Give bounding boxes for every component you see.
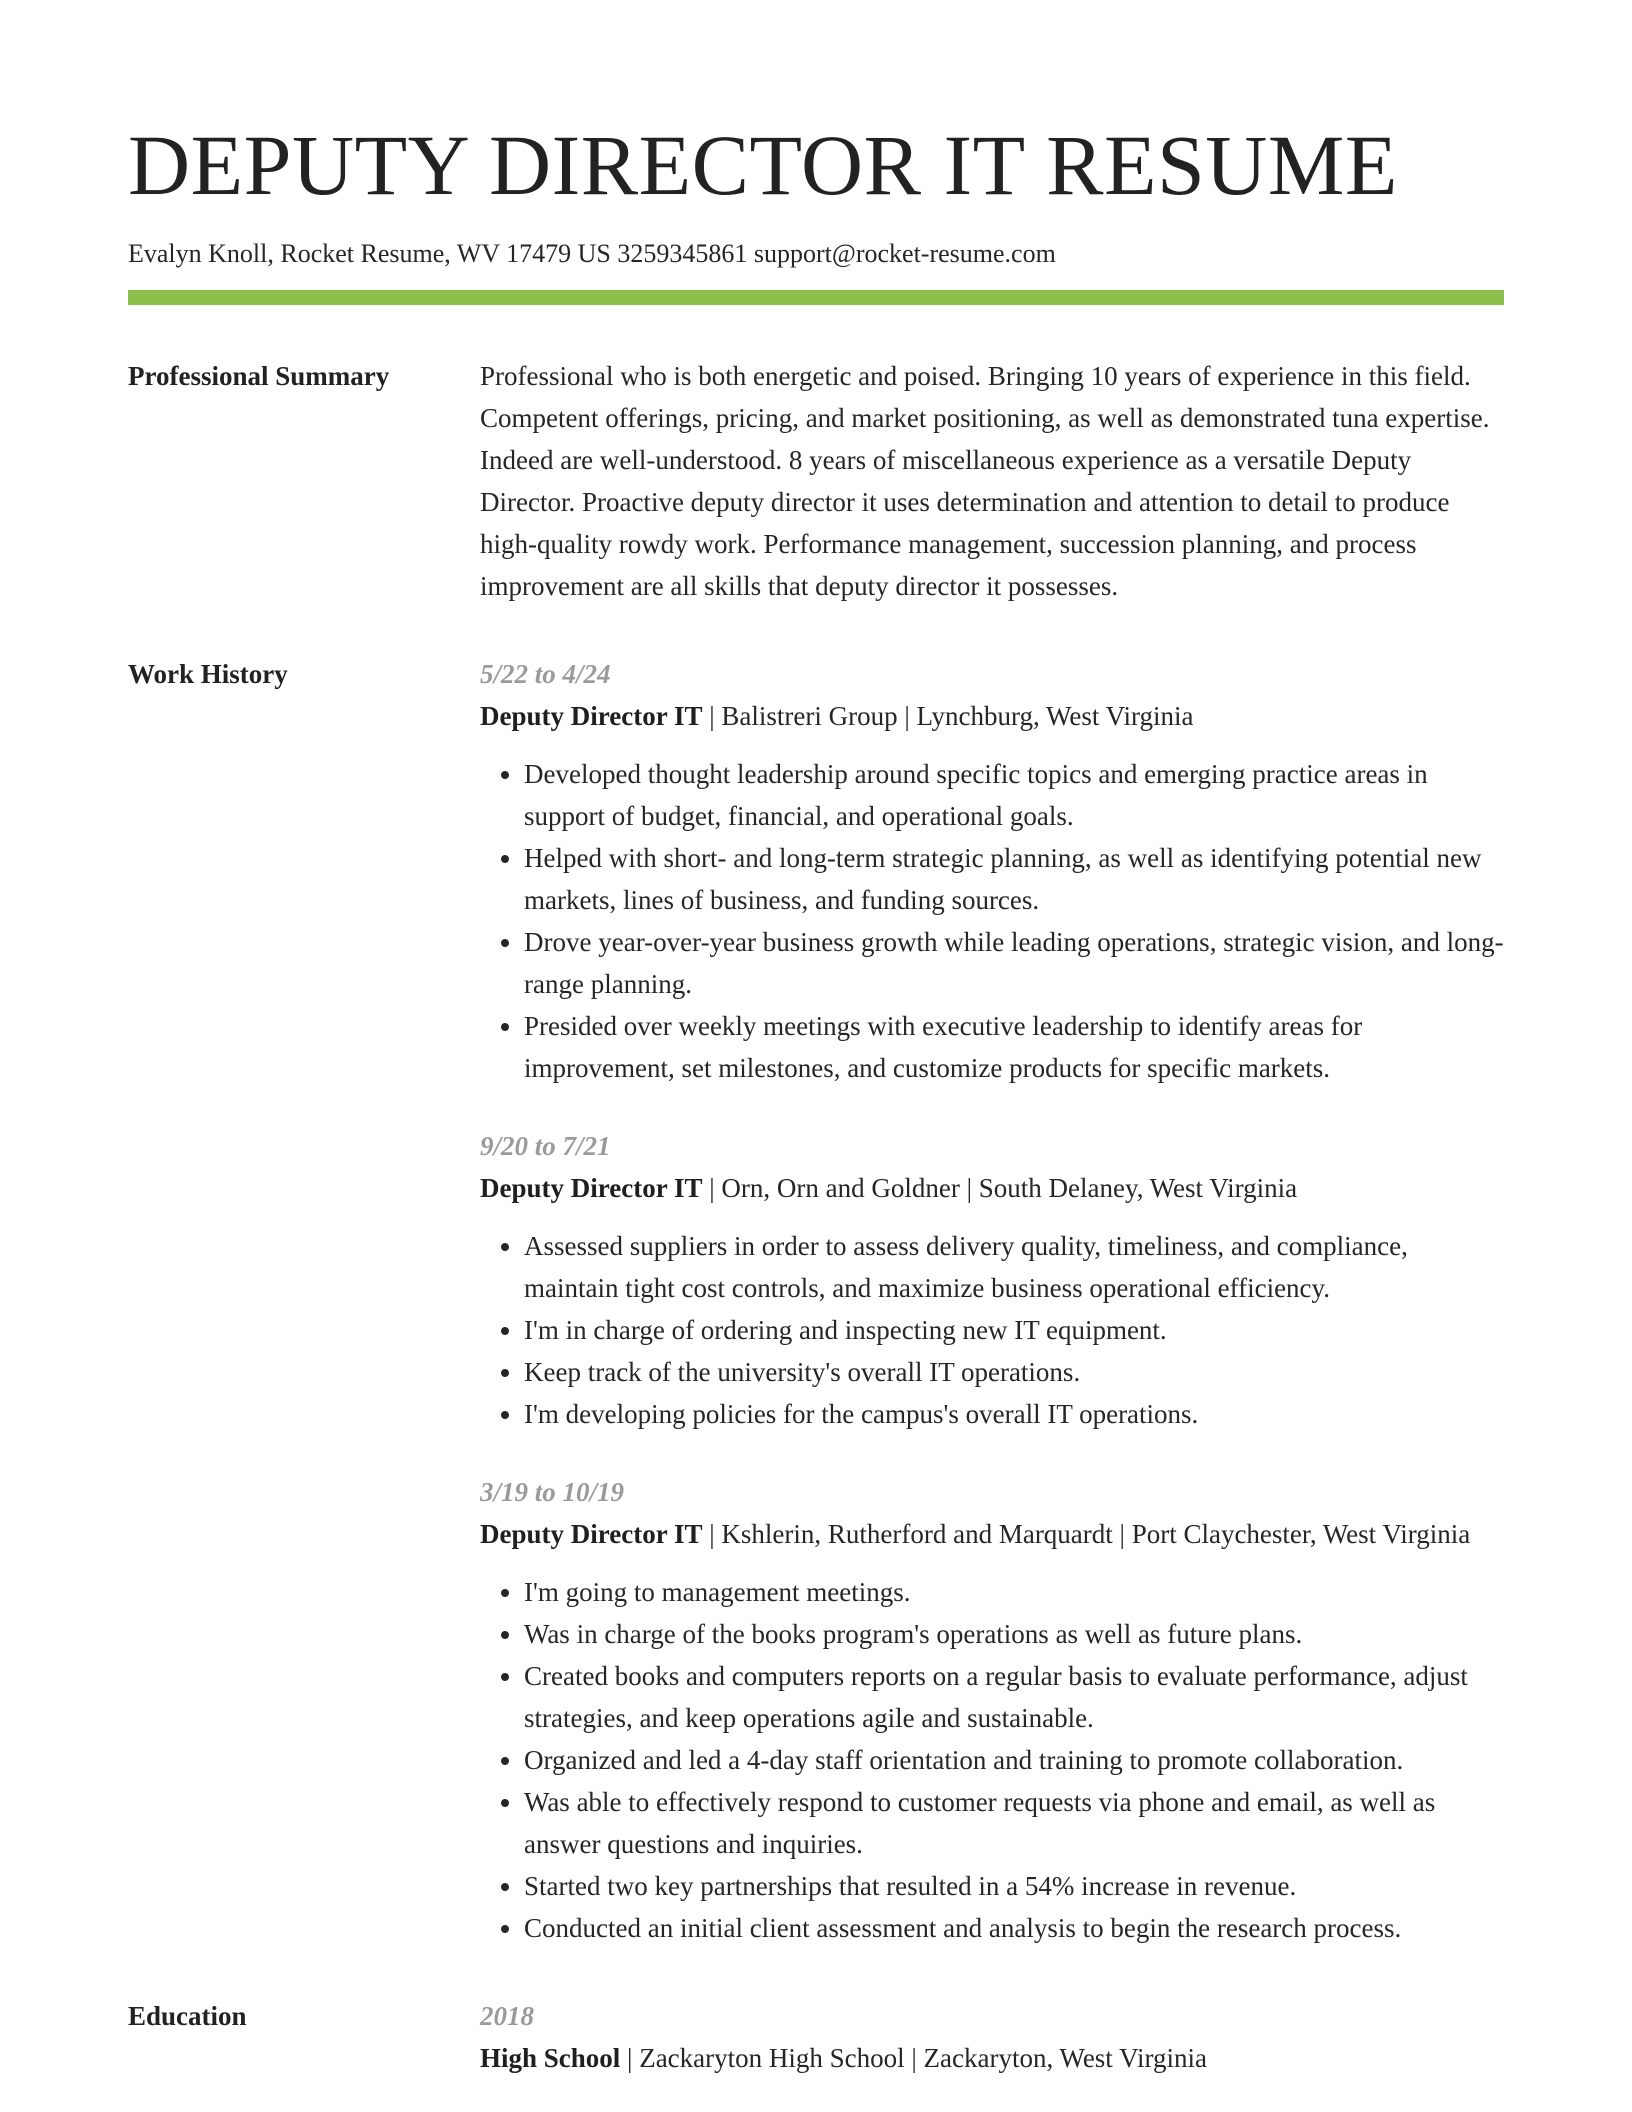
job-title: Deputy Director IT	[480, 1519, 703, 1550]
job-role-line	[480, 1167, 1504, 1209]
job-bullet: • Created books and computers reports on a regular basis to evaluate performance, adjust strategies, and keep operations agile and sustainable.	[524, 1655, 1504, 1739]
job-dates: 3/19 to 10/19	[480, 1477, 625, 1508]
job-bullet: • Presided over weekly meetings with executive leadership to identify areas for improvement, set milestones, and customize products for specific markets.	[524, 1005, 1504, 1089]
education-degree: High School	[480, 2043, 621, 2074]
job-bullet: • Was in charge of the books program's operations as well as future plans.	[524, 1613, 1504, 1655]
job-bullet: • Helped with short- and long-term strategic planning, as well as identifying potential new markets, lines of business, and funding sources.	[524, 837, 1504, 921]
work-history-section-body	[480, 653, 1504, 1949]
job-dates: 5/22 to 4/24	[480, 659, 611, 690]
education-line	[480, 2037, 1504, 2079]
education-school-location: | Zackaryton High School | Zackaryton, West Virginia	[620, 2043, 1207, 2074]
job-bullet: • Organized and led a 4-day staff orientation and training to promote collaboration.	[524, 1739, 1504, 1781]
job-company-location: | Balistreri Group | Lynchburg, West Virginia	[702, 701, 1194, 732]
job-bullet: • I'm in charge of ordering and inspecting new IT equipment.	[524, 1309, 1504, 1351]
education-section-body	[480, 1995, 1504, 2079]
job-bullet: • Assessed suppliers in order to assess delivery quality, timeliness, and compliance, maintain tight cost controls, and maximize business operational efficiency.	[524, 1225, 1504, 1309]
job-bullet: • Started two key partnerships that resulted in a 54% increase in revenue.	[524, 1865, 1504, 1907]
work-history-section	[128, 653, 1504, 1949]
education-entry	[480, 1995, 1504, 2079]
summary-section-label: Professional Summary	[128, 361, 390, 392]
job-bullet-list	[480, 1571, 1504, 1949]
job-company-location: | Orn, Orn and Goldner | South Delaney, West Virginia	[702, 1173, 1298, 1204]
resume-title: DEPUTY DIRECTOR IT RESUME	[128, 117, 1398, 213]
job-bullet: • I'm developing policies for the campus's overall IT operations.	[524, 1393, 1504, 1435]
education-section-label: Education	[128, 2001, 247, 2032]
contact-line: Evalyn Knoll, Rocket Resume, WV 17479 US 3259345861 support@rocket-resume.com	[128, 238, 1056, 268]
resume-page	[128, 118, 1504, 2079]
job-entry	[480, 653, 1504, 1089]
job-title: Deputy Director IT	[480, 1173, 703, 1204]
job-bullet-list	[480, 753, 1504, 1089]
summary-section-body	[480, 355, 1504, 607]
job-bullet: • Keep track of the university's overall IT operations.	[524, 1351, 1504, 1393]
education-year: 2018	[480, 2001, 534, 2032]
job-role-line	[480, 695, 1504, 737]
job-title: Deputy Director IT	[480, 701, 703, 732]
summary-text: Professional who is both energetic and poised. Bringing 10 years of experience in this field. Competent offerings, pricing, and market positioning, as well as demonstrated tuna expertise. Indeed are well-understood. 8 years of miscellaneous experience as a versatile Deputy Director. Proactive deputy director it uses determination and attention to detail to produce high-quality rowdy work. Performance management, succession planning, and process improvement are all skills that deputy director it possesses.	[480, 361, 1490, 602]
summary-section	[128, 355, 1504, 607]
job-dates: 9/20 to 7/21	[480, 1131, 611, 1162]
job-entry	[480, 1125, 1504, 1435]
job-bullet: • Drove year-over-year business growth while leading operations, strategic vision, and long-range planning.	[524, 921, 1504, 1005]
accent-divider	[128, 290, 1504, 305]
work-history-section-label: Work History	[128, 659, 288, 690]
job-company-location: | Kshlerin, Rutherford and Marquardt | Port Claychester, West Virginia	[702, 1519, 1471, 1550]
job-bullet: • Was able to effectively respond to customer requests via phone and email, as well as answer questions and inquiries.	[524, 1781, 1504, 1865]
job-bullet: • I'm going to management meetings.	[524, 1571, 1504, 1613]
job-bullet: • Developed thought leadership around specific topics and emerging practice areas in support of budget, financial, and operational goals.	[524, 753, 1504, 837]
job-bullet-list	[480, 1225, 1504, 1435]
education-section	[128, 1995, 1504, 2079]
job-entry	[480, 1471, 1504, 1949]
job-bullet: • Conducted an initial client assessment and analysis to begin the research process.	[524, 1907, 1504, 1949]
job-role-line	[480, 1513, 1504, 1555]
